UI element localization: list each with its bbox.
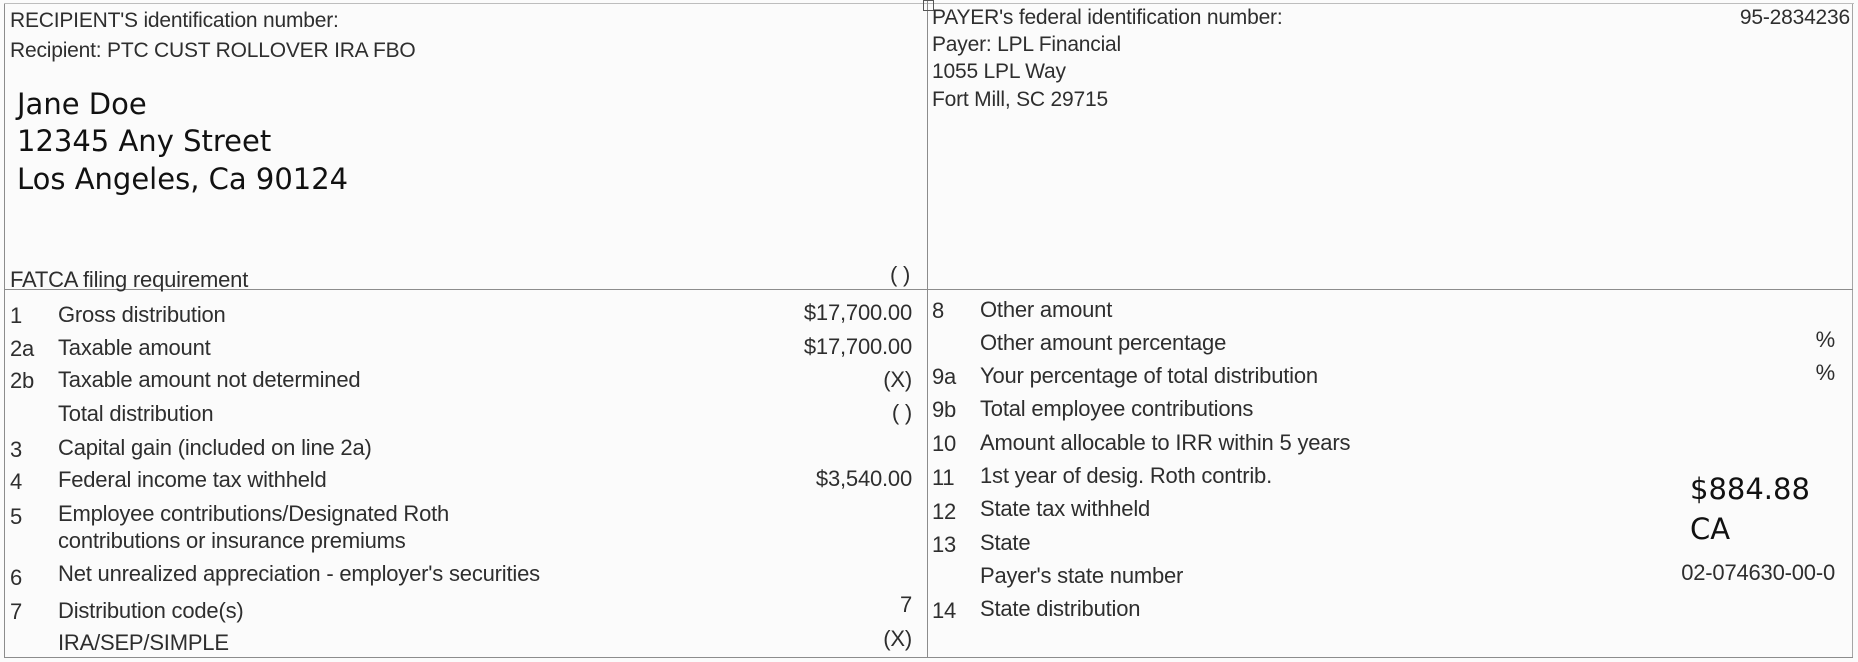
- left-row-label-5: Employee contributions/Designated Roth: [58, 501, 450, 526]
- center-divider: [927, 0, 928, 658]
- right-row-value-state-no: 02-074630-00-0: [1681, 560, 1835, 585]
- payer-name-line: Payer: LPL Financial: [932, 33, 1121, 56]
- right-row-num-10: 10: [932, 431, 957, 456]
- right-row-num-13: 13: [932, 532, 957, 557]
- left-row-value-4: $3,540.00: [815, 466, 912, 491]
- recipient-name: Jane Doe: [17, 87, 147, 121]
- right-row-label-pct: Other amount percentage: [980, 330, 1227, 355]
- right-row-label-9a: Your percentage of total distribution: [980, 363, 1318, 388]
- right-row-label-14: State distribution: [980, 596, 1141, 621]
- payer-id-value: 95-2834236: [1739, 6, 1850, 29]
- left-row-num-4: 4: [10, 469, 23, 494]
- right-row-value-9a: %: [1815, 360, 1835, 385]
- left-row-label-1: Gross distribution: [58, 302, 226, 327]
- payer-id-label: PAYER's federal identification number:: [932, 6, 1283, 29]
- bottom-border: [4, 657, 1853, 658]
- recipient-name-line: Recipient: PTC CUST ROLLOVER IRA FBO: [10, 39, 416, 62]
- left-border: [4, 4, 5, 657]
- left-row-num-2b: 2b: [10, 368, 35, 393]
- payer-street: 1055 LPL Way: [932, 60, 1066, 83]
- left-row-num-3: 3: [10, 437, 23, 462]
- fatca-checkbox: ( ): [890, 262, 911, 287]
- right-row-value-pct: %: [1815, 327, 1835, 352]
- fatca-label: FATCA filing requirement: [10, 267, 249, 292]
- right-row-label-10: Amount allocable to IRR within 5 years: [980, 430, 1351, 455]
- recipient-id-label: RECIPIENT'S identification number:: [10, 9, 339, 32]
- header-divider: [4, 289, 1853, 290]
- recipient-city: Los Angeles, Ca 90124: [17, 162, 349, 196]
- state-code: CA: [1690, 512, 1731, 546]
- left-row-value-2a: $17,700.00: [803, 334, 912, 359]
- left-row-num-2a: 2a: [10, 336, 35, 361]
- left-row-num-1: 1: [10, 303, 23, 328]
- left-row-num-6: 6: [10, 565, 23, 590]
- left-row-label-3: Capital gain (included on line 2a): [58, 435, 372, 460]
- right-row-num-9a: 9a: [932, 364, 957, 389]
- right-row-label-12: State tax withheld: [980, 496, 1151, 521]
- left-row-value-2b: (X): [883, 367, 912, 392]
- left-row-value-ira: (X): [883, 626, 912, 651]
- right-row-num-8: 8: [932, 298, 945, 323]
- payer-city: Fort Mill, SC 29715: [932, 88, 1108, 111]
- left-row-num-5: 5: [10, 504, 23, 529]
- left-row-value-total: ( ): [891, 400, 912, 425]
- left-row-label-5b: contributions or insurance premiums: [58, 528, 406, 553]
- left-row-label-ira: IRA/SEP/SIMPLE: [58, 630, 229, 655]
- right-row-num-14: 14: [932, 598, 957, 623]
- left-row-label-7: Distribution code(s): [58, 598, 244, 623]
- left-row-label-4: Federal income tax withheld: [58, 467, 327, 492]
- right-row-label-8: Other amount: [980, 297, 1113, 322]
- left-row-label-2a: Taxable amount: [58, 335, 211, 360]
- left-row-value-1: $17,700.00: [803, 300, 912, 325]
- right-row-label-13: State: [980, 530, 1031, 555]
- left-row-num-7: 7: [10, 599, 23, 624]
- left-row-value-7: 7: [899, 592, 912, 617]
- recipient-street: 12345 Any Street: [17, 124, 272, 158]
- right-border: [1852, 4, 1853, 657]
- right-row-num-12: 12: [932, 499, 957, 524]
- right-row-num-9b: 9b: [932, 397, 957, 422]
- right-row-label-9b: Total employee contributions: [980, 396, 1254, 421]
- right-row-num-11: 11: [932, 465, 955, 490]
- state-tax-withheld-amount: $884.88: [1690, 472, 1810, 506]
- right-row-label-11: 1st year of desig. Roth contrib.: [980, 463, 1272, 488]
- right-row-label-state-no: Payer's state number: [980, 563, 1184, 588]
- left-row-label-6: Net unrealized appreciation - employer's securities: [58, 561, 540, 586]
- left-row-label-2b: Taxable amount not determined: [58, 367, 361, 392]
- left-row-label-total: Total distribution: [58, 401, 214, 426]
